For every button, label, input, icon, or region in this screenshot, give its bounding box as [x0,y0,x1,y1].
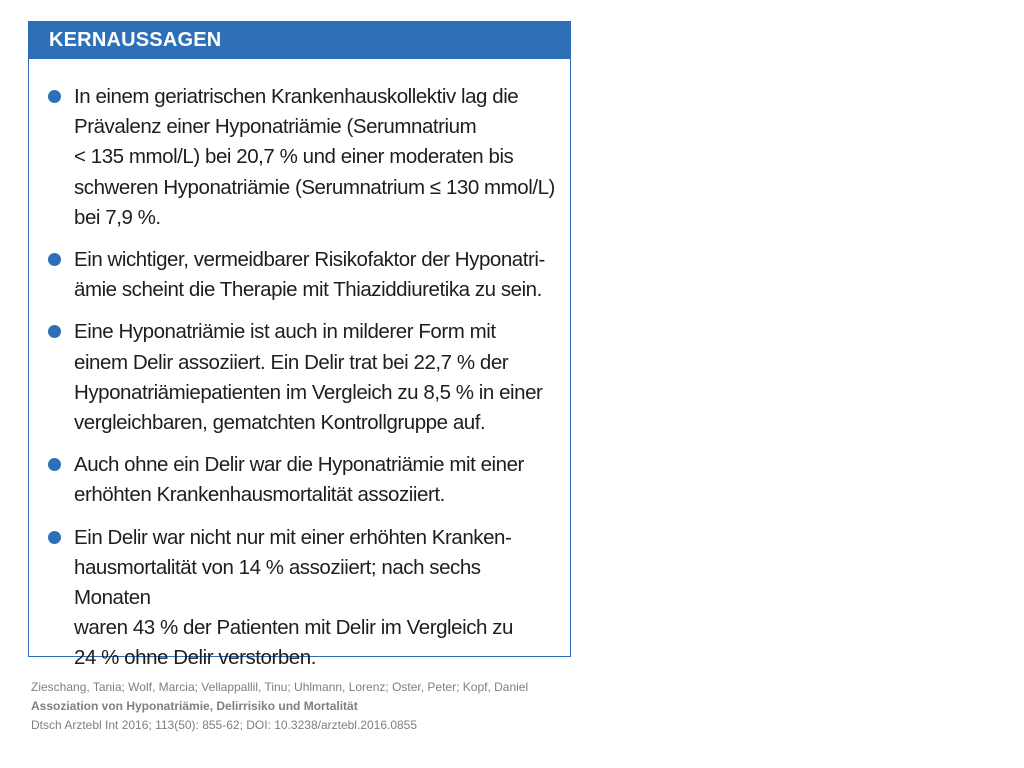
list-item-text: Eine Hyponatriämie ist auch in milderer Form mit einem Delir assoziiert. Ein Delir trat bei 22,7 % der Hyponatriämiepatienten im Vergleich zu 8,5 % in einer vergleichbaren, gematchten Kontrollgruppe auf. [74,320,543,435]
list-item [29,523,570,674]
list-item-text: In einem geriatrischen Krankenhauskollektiv lag die Prävalenz einer Hyponatriämie (Serumnatrium < 135 mmol/L) bei 20,7 % und einer moderaten bis schweren Hyponatriämie (Serumnatrium ≤ 130 mmol/L) bei 7,9 %. [74,85,555,229]
key-messages-list [29,59,570,674]
list-item-text: Auch ohne ein Delir war die Hyponatriämie mit einer erhöhten Krankenhausmortalität assoziiert. [74,453,524,507]
citation-source: Dtsch Arztebl Int 2016; 113(50): 855-62; DOI: 10.3238/arztebl.2016.0855 [31,718,418,732]
citation-title: Assoziation von Hyponatriämie, Delirrisiko und Mortalität [31,699,358,713]
citation-authors: Zieschang, Tania; Wolf, Marcia; Vellappallil, Tinu; Uhlmann, Lorenz; Oster, Peter; Kopf, Daniel [31,680,529,694]
list-item [29,245,570,305]
list-item-text: Ein wichtiger, vermeidbarer Risikofaktor der Hyponatri- ämie scheint die Therapie mit Thiaziddiuretika zu sein. [74,248,545,302]
list-item [29,82,570,233]
list-item-text: Ein Delir war nicht nur mit einer erhöhten Kranken- hausmortalität von 14 % assoziiert; nach sechs Monaten waren 43 % der Patienten mit Delir im Vergleich zu 24 % ohne Delir verstorben. [74,525,513,670]
bullet-icon [48,325,61,338]
key-messages-box [28,21,571,670]
list-item [29,317,570,438]
bullet-icon [48,531,61,544]
citation [31,678,528,735]
key-messages-heading: KERNAUSSAGEN [29,22,570,59]
bullet-icon [48,253,61,266]
bullet-icon [48,90,61,103]
bullet-icon [48,458,61,471]
list-item [29,450,570,510]
